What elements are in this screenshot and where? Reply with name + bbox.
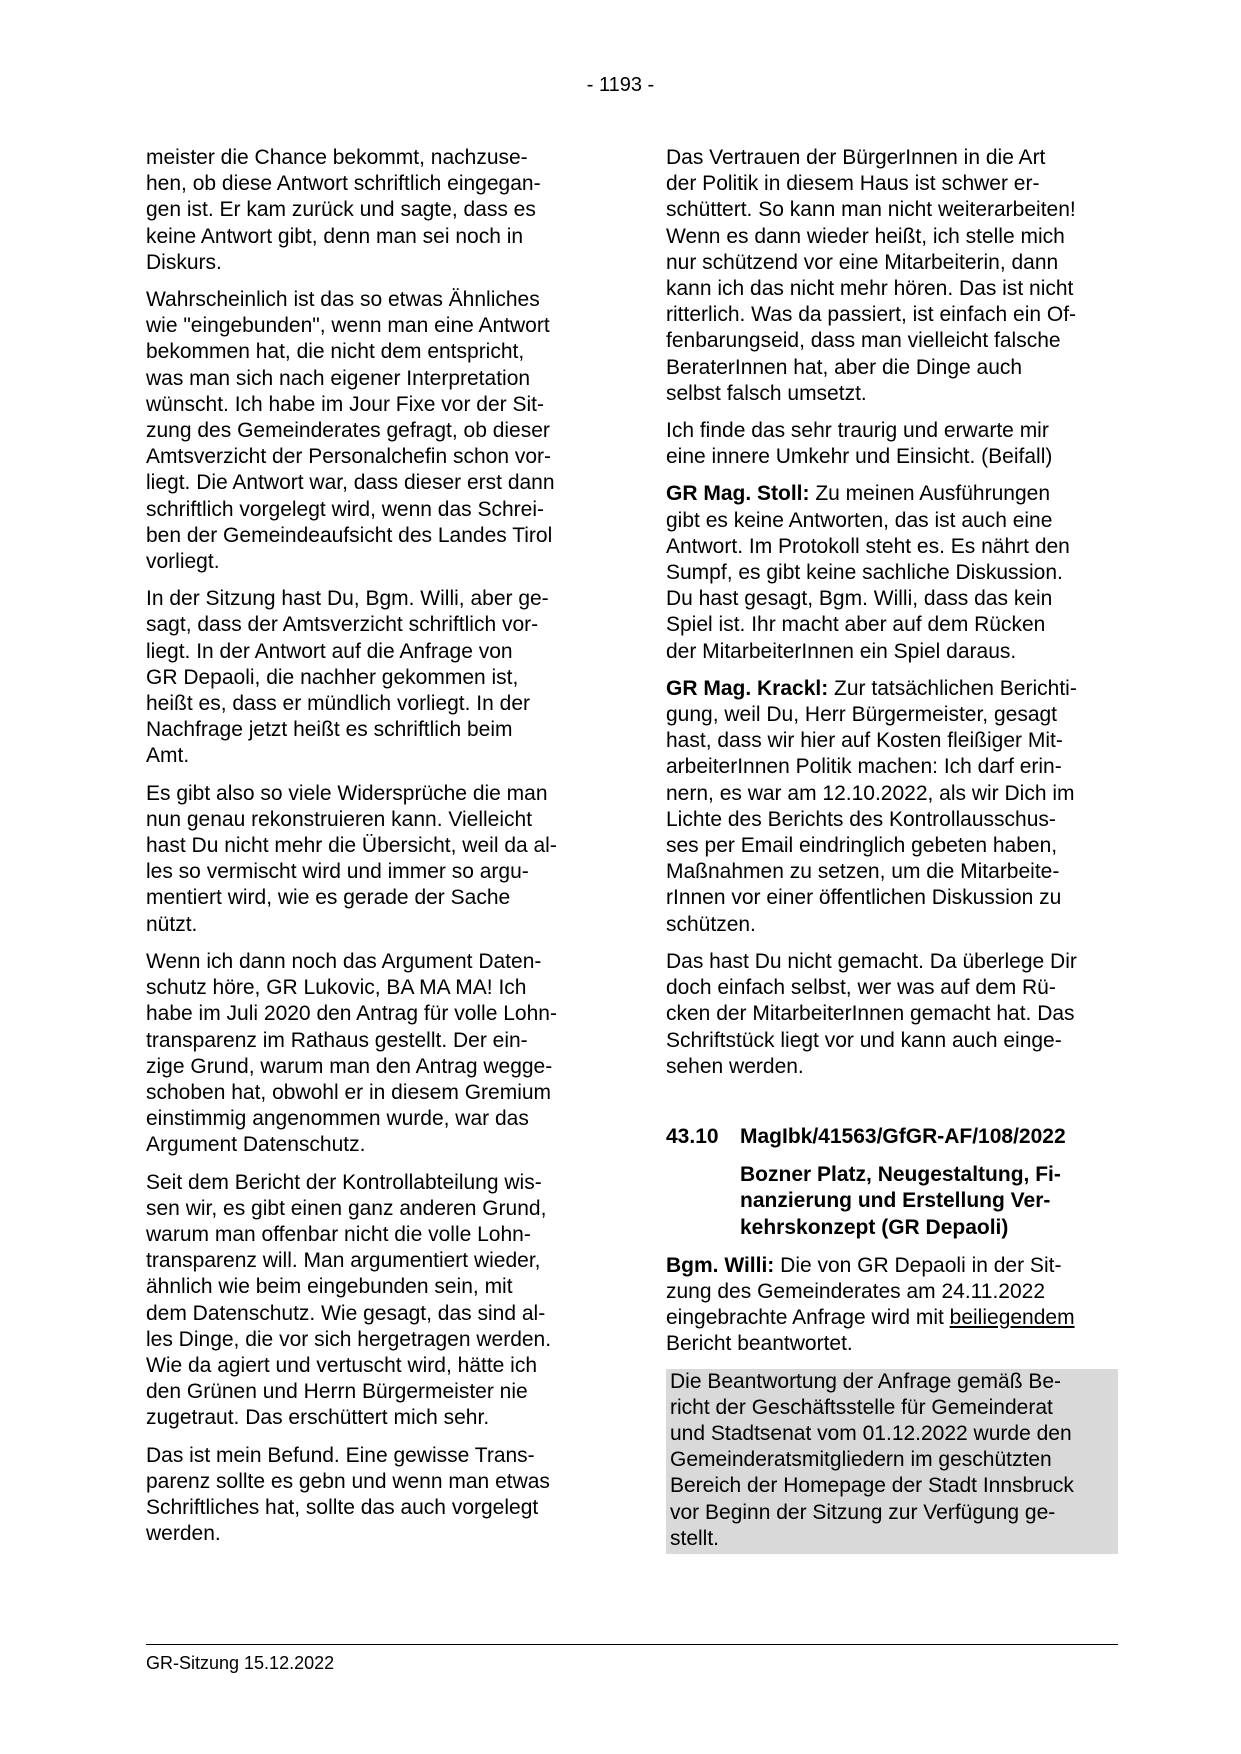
paragraph: Das hast Du nicht gemacht. Da überlege Dir doch einfach selbst, wer was auf dem Rü- cken der MitarbeiterInnen gemacht hat. Das Schriftstück liegt vor und kann auch einge- sehen werden. bbox=[666, 949, 1077, 1078]
right-column bbox=[666, 145, 1118, 1554]
paragraph: Es gibt also so viele Widersprüche die man nun genau rekonstruieren kann. Vielleicht hast Du nicht mehr die Übersicht, weil da al- les so vermischt wird und immer so argu- mentiert wird, wie es gerade der Sache nützt. bbox=[146, 781, 557, 936]
agenda-title: Bozner Platz, Neugestaltung, Fi- nanzierung und Erstellung Ver- kehrskonzept (GR Depaoli) bbox=[740, 1163, 1061, 1239]
speech-text: Zur tatsächlichen Berichti- gung, weil Du, Herr Bürgermeister, gesagt hast, dass wir hier auf Kosten fleißiger Mit- arbeiterInnen Politik machen: Ich darf erin- nern, es war am 12.10.2022, als wir Dich im Lichte des Berichts des Kontrollausschus- ses per Email eindringlich gebeten haben, Maßnahmen zu setzen, um die Mitarbeite- rInnen vor einer öffentlichen Diskussion zu schützen. bbox=[666, 676, 1077, 936]
paragraph: Das Vertrauen der BürgerInnen in die Art der Politik in diesem Haus ist schwer er- schüttert. So kann man nicht weiterarbeiten! Wenn es dann wieder heißt, ich stelle mich nur schützend vor eine Mitarbeiterin, dann kann ich das nicht mehr hören. Das ist nicht ritterlich. Was da passiert, ist einfach ein Of- fenbarungseid, dass man vielleicht falsche BeraterInnen hat, aber die Dinge auch selbst falsch umsetzt. bbox=[666, 146, 1077, 405]
speech-willi bbox=[666, 1253, 1118, 1358]
left-column bbox=[146, 145, 594, 1558]
paragraph: meister die Chance bekommt, nachzuse- hen, ob diese Antwort schriftlich eingegan- gen ist. Er kam zurück und sagte, dass es keine Antwort gibt, denn man sei noch in Diskurs. bbox=[146, 146, 541, 274]
page-number: - 1193 - bbox=[586, 74, 655, 96]
speech-text: Bericht beantwortet. bbox=[666, 1332, 853, 1356]
speech-text: Die von GR Depaoli in der Sit- zung des Gemeinderates am 24.11.2022 eingebrachte Anfrage wird mit bbox=[666, 1253, 1062, 1330]
speaker-name: GR Mag. Krackl: bbox=[666, 676, 829, 700]
shaded-note-box: Die Beantwortung der Anfrage gemäß Be- richt der Geschäftsstelle für Gemeinderat und Stadtsenat vom 01.12.2022 wurde den Gemeinderatsmitgliedern im geschützten Bereich der Homepage der Stadt Innsbruck vor Beginn der Sitzung zur Verfügung ge- stellt. bbox=[666, 1369, 1118, 1554]
paragraph: Ich finde das sehr traurig und erwarte mir eine innere Umkehr und Einsicht. (Beifall) bbox=[666, 419, 1053, 469]
paragraph: Wahrscheinlich ist das so etwas Ähnliches wie "eingebunden", wenn man eine Antwort bekommen hat, die nicht dem entspricht, was man sich nach eigener Interpretation wünscht. Ich habe im Jour Fixe vor der Sit- zung des Gemeinderates gefragt, ob dieser Amtsverzicht der Personalchefin schon vor- liegt. Die Antwort war, dass dieser erst dann schriftlich vorgelegt wird, wenn das Schrei- ben der Gemeindeaufsicht des Landes Tirol vorliegt. bbox=[146, 288, 555, 574]
footer-divider bbox=[146, 1644, 1118, 1645]
speaker-name: Bgm. Willi: bbox=[666, 1253, 775, 1277]
paragraph: Wenn ich dann noch das Argument Daten- schutz höre, GR Lukovic, BA MA MA! Ich habe im Juli 2020 den Antrag für volle Lohn- transparenz im Rathaus gestellt. Der ein- zige Grund, warum man den Antrag wegge- schoben hat, obwohl er in diesem Gremium einstimmig angenommen wurde, war das Argument Datenschutz. bbox=[146, 949, 557, 1157]
speech-krackl bbox=[666, 676, 1118, 938]
paragraph: In der Sitzung hast Du, Bgm. Willi, aber ge- sagt, dass der Amtsverzicht schriftlich vor- liegt. In der Antwort auf die Anfrage von GR Depaoli, die nachher gekommen ist, heißt es, dass er mündlich vorliegt. In der Nachfrage jetzt heißt es schriftlich beim Amt. bbox=[146, 587, 549, 768]
agenda-item-heading bbox=[666, 1124, 1118, 1150]
footer-session-date: GR-Sitzung 15.12.2022 bbox=[146, 1653, 335, 1673]
speech-text: Zu meinen Ausführungen gibt es keine Antworten, das ist auch eine Antwort. Im Protokoll steht es. Es nährt den Sumpf, es gibt keine sachliche Diskussion. Du hast gesagt, Bgm. Willi, dass das kein Spiel ist. Ihr macht aber auf dem Rücken der MitarbeiterInnen ein Spiel daraus. bbox=[666, 482, 1070, 663]
underlined-text: beiliegendem bbox=[949, 1306, 1075, 1330]
paragraph: Seit dem Bericht der Kontrollabteilung wis- sen wir, es gibt einen ganz anderen Grund, warum man offenbar nicht die volle Lohn- transparenz will. Man argumentiert wieder, ähnlich wie beim eingebunden sein, mit dem Datenschutz. Wie gesagt, das sind al- les Dinge, die vor sich hergetragen werden. Wie da agiert und vertuscht wird, hätte ich den Grünen und Herrn Bürgermeister nie zugetraut. Das erschüttert mich sehr. bbox=[146, 1170, 552, 1430]
agenda-number: 43.10 bbox=[666, 1124, 719, 1148]
speech-stoll bbox=[666, 481, 1118, 664]
agenda-reference: MagIbk/41563/GfGR-AF/108/2022 bbox=[740, 1124, 1066, 1148]
speaker-name: GR Mag. Stoll: bbox=[666, 482, 810, 506]
paragraph: Das ist mein Befund. Eine gewisse Trans- parenz sollte es gebn und wenn man etwas Schriftliches hat, sollte das auch vorgelegt werden. bbox=[146, 1443, 550, 1546]
